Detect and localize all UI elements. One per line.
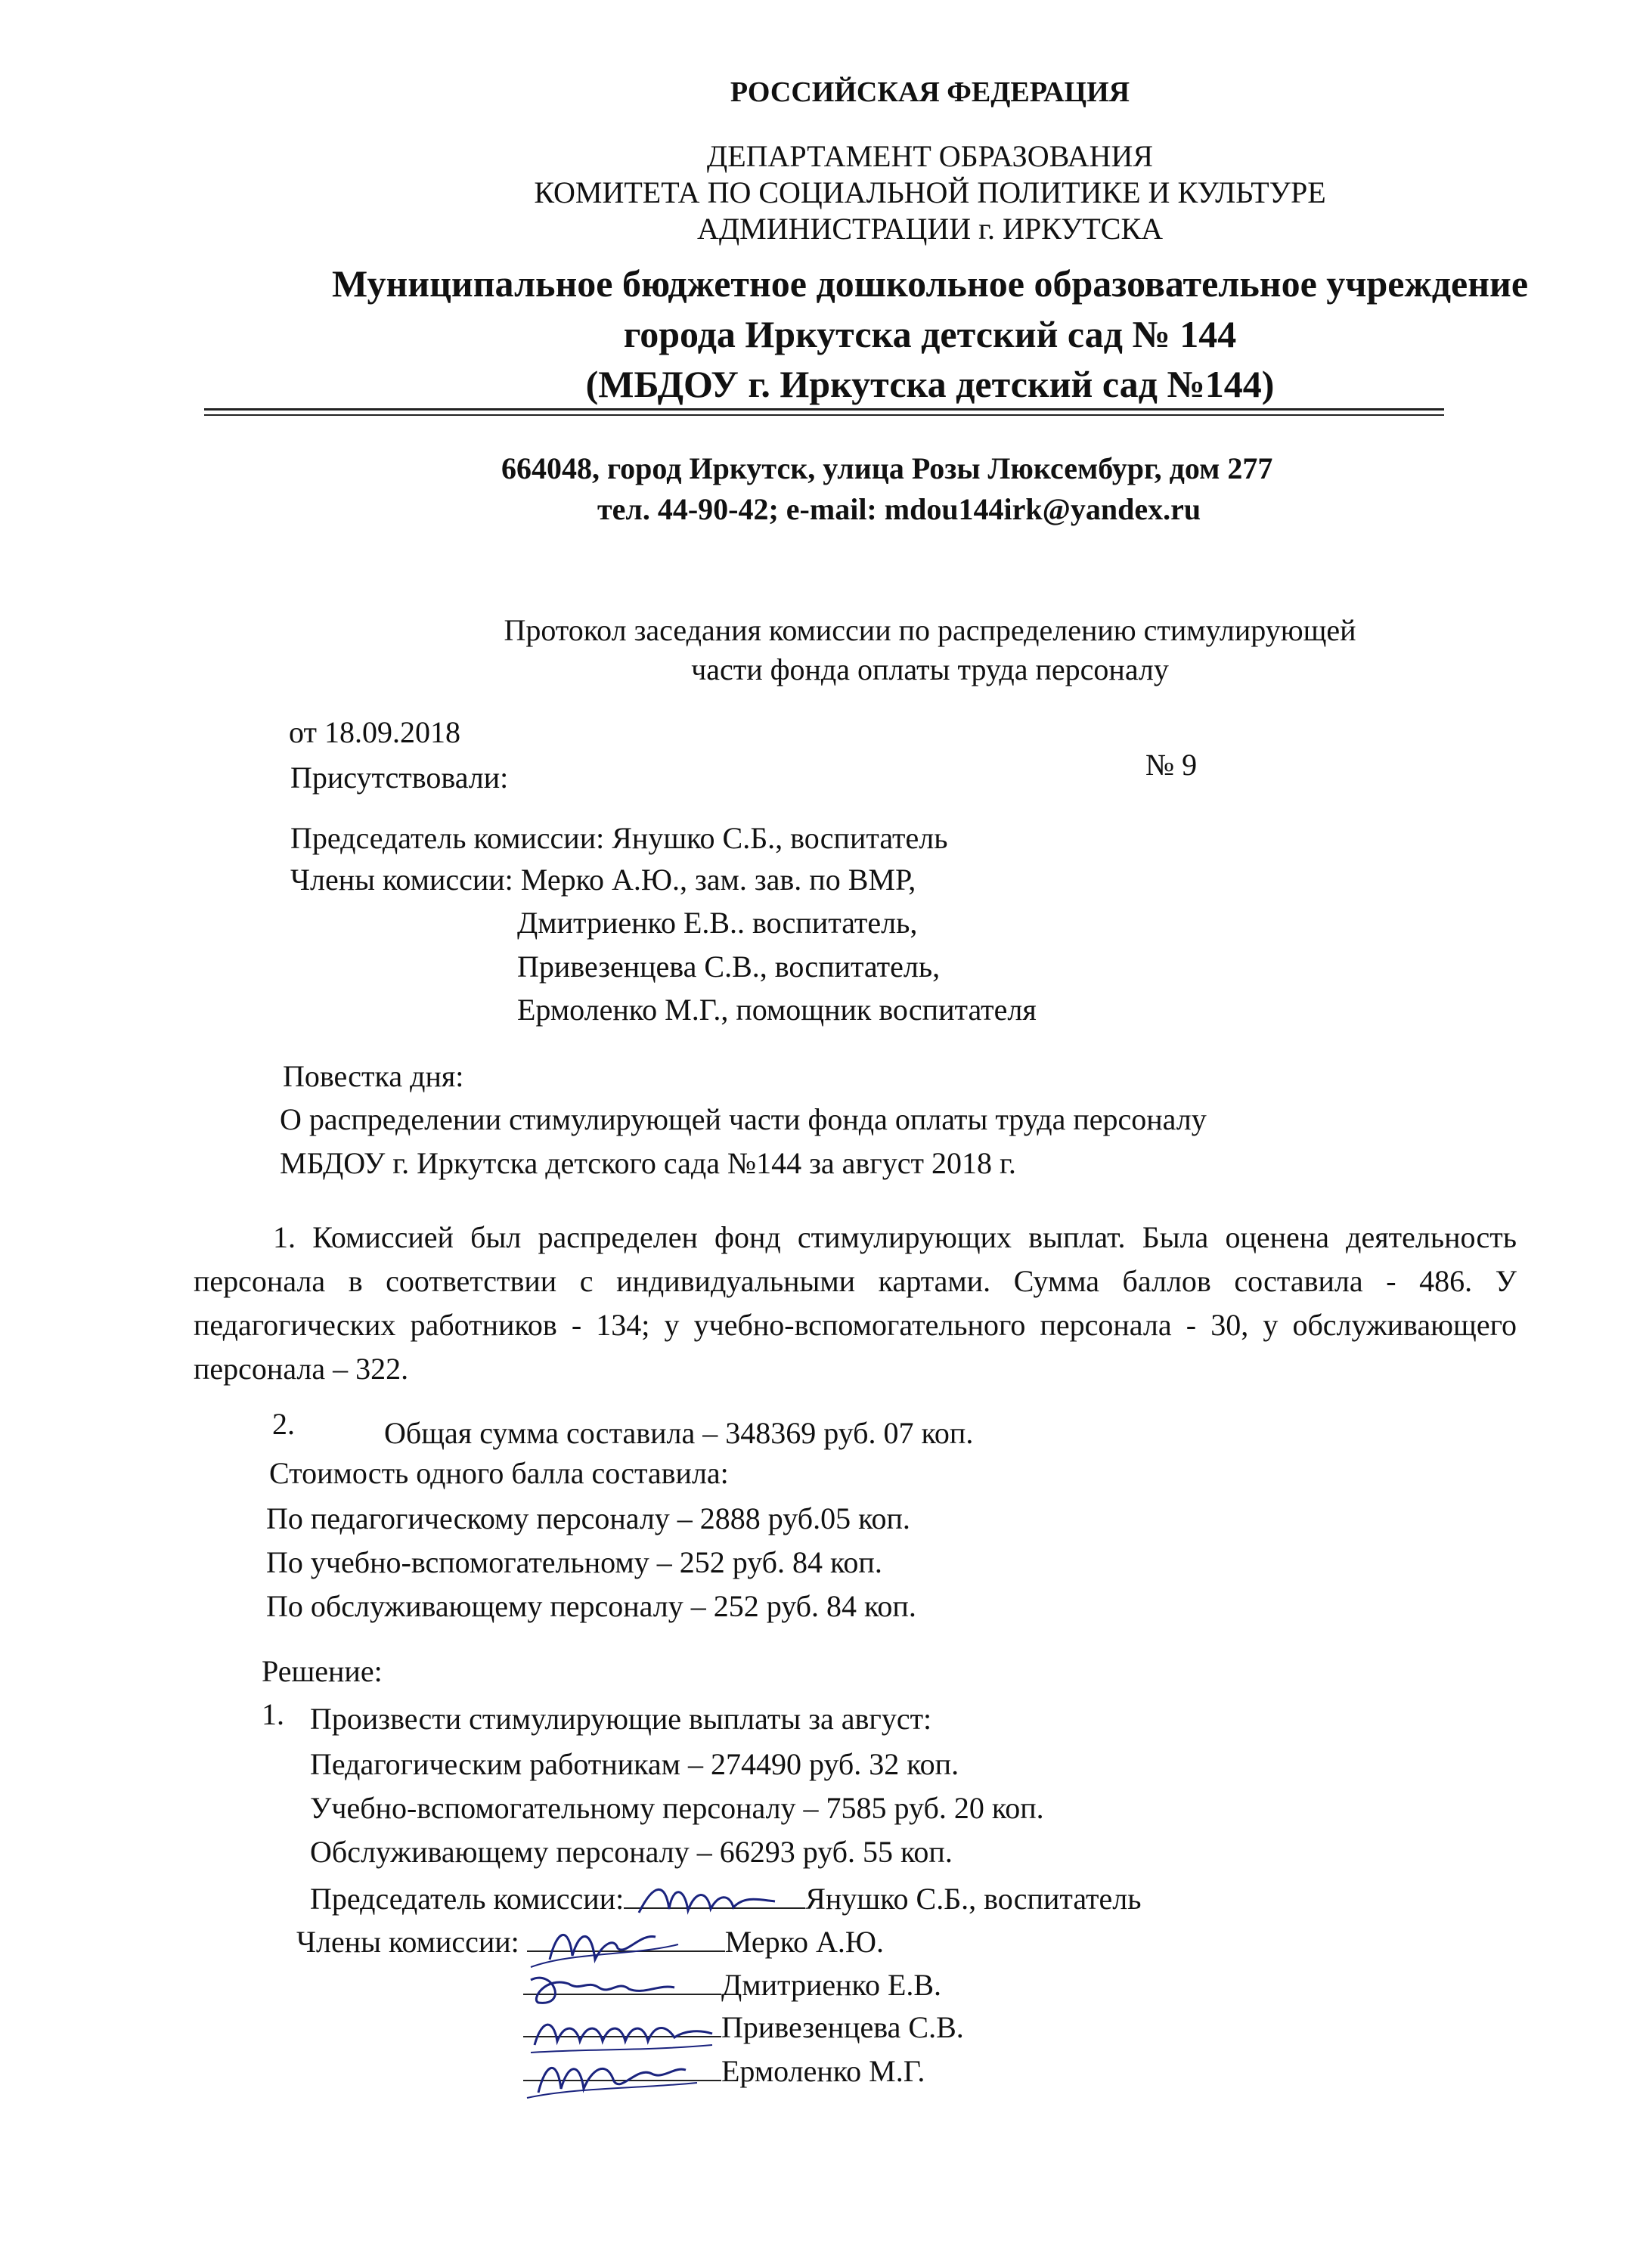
- chairman-signature: [624, 1879, 805, 1924]
- members-line-4: Ермоленко М.Г., помощник воспитателя: [517, 993, 1037, 1027]
- org-name-line-1: Муниципальное бюджетное дошкольное образовательное учреждение: [331, 262, 1529, 305]
- members-line-2: Дмитриенко Е.В.. воспитатель,: [517, 906, 918, 940]
- protocol-number: № 9: [1145, 748, 1198, 782]
- member-signature-row-4: [523, 2053, 925, 2090]
- chairman-signature-label: Председатель комиссии:: [310, 1882, 625, 1916]
- member-name-4: Ермоленко М.Г.: [721, 2054, 925, 2088]
- decision-number: 1.: [262, 1697, 284, 1731]
- decision-heading: Произвести стимулирующие выплаты за август:: [310, 1702, 932, 1736]
- payment-pedagogical: Педагогическим работникам – 274490 руб. 32 коп.: [310, 1747, 959, 1781]
- agenda-line-1: О распределении стимулирующей части фонда оплаты труда персоналу: [280, 1102, 1207, 1136]
- member-name-2: Дмитриенко Е.В.: [721, 1968, 942, 2002]
- item-1-paragraph: 1. Комиссией был распределен фонд стимулирующих выплат. Была оценена деятельность персонала в соответствии с индивидуальными картами. Сумма баллов составила - 486. У педагогических работников - 134; у учебно-вспомогательного персонала - 30, у обслуживающего персонала – 322.: [194, 1220, 1517, 1386]
- point-cost-label: Стоимость одного балла составила:: [269, 1456, 729, 1490]
- payment-support: Учебно-вспомогательному персоналу – 7585 руб. 20 коп.: [310, 1791, 1044, 1825]
- agenda-label: Повестка дня:: [283, 1059, 464, 1093]
- point-cost-pedagogical: По педагогическому персоналу – 2888 руб.05 коп.: [266, 1501, 910, 1535]
- member-signature-line-1: [527, 1950, 725, 1952]
- protocol-title-line-1: Протокол заседания комиссии по распределению стимулирующей: [504, 613, 1356, 647]
- org-name-line-2: города Иркутска детский сад № 144: [623, 313, 1237, 355]
- org-name-line-3: (МБДОУ г. Иркутска детский сад №144): [585, 363, 1275, 405]
- payment-service: Обслуживающему персоналу – 66293 руб. 55 коп.: [310, 1835, 953, 1869]
- header-divider-top: [204, 408, 1444, 411]
- org-address: 664048, город Иркутск, улица Розы Люксембург, дом 277: [501, 451, 1273, 485]
- chairman-signature-row: [310, 1881, 1141, 1917]
- members-line-3: Привезенцева С.В., воспитатель,: [517, 950, 941, 984]
- point-cost-service: По обслуживающему персоналу – 252 руб. 84 коп.: [266, 1589, 916, 1623]
- member-signature-line-2: [523, 1994, 721, 1995]
- member-signature-row-1: [296, 1924, 884, 1960]
- dept-line-2: КОМИТЕТА ПО СОЦИАЛЬНОЙ ПОЛИТИКЕ И КУЛЬТУРЕ: [534, 175, 1326, 209]
- dept-line-3: АДМИНИСТРАЦИИ г. ИРКУТСКА: [696, 212, 1164, 246]
- point-cost-support: По учебно-вспомогательному – 252 руб. 84 коп.: [266, 1545, 882, 1579]
- chairman-signature-name: Янушко С.Б., воспитатель: [805, 1882, 1142, 1916]
- org-contacts: тел. 44-90-42; e-mail: mdou144irk@yandex.ru: [597, 492, 1201, 526]
- member-name-1: Мерко А.Ю.: [724, 1925, 884, 1959]
- members-line-1: Члены комиссии: Мерко А.Ю., зам. зав. по ВМР,: [290, 863, 916, 897]
- present-label: Присутствовали:: [290, 761, 509, 795]
- header-divider-bottom: [204, 414, 1444, 416]
- chairman-line: Председатель комиссии: Янушко С.Б., воспитатель: [290, 821, 948, 855]
- member-signature-line-3: [523, 2036, 721, 2037]
- chairman-signature-line: [624, 1907, 805, 1909]
- item-2-total: Общая сумма составила – 348369 руб. 07 коп.: [384, 1416, 974, 1450]
- member-signature-line-4: [523, 2080, 721, 2081]
- dept-line-1: ДЕПАРТАМЕНТ ОБРАЗОВАНИЯ: [706, 139, 1154, 173]
- members-signature-label: Члены комиссии:: [296, 1925, 519, 1959]
- item-2-number: 2.: [272, 1407, 295, 1441]
- member-signature-row-3: [523, 2009, 964, 2046]
- member-signature-row-2: [523, 1967, 941, 2003]
- decision-label: Решение:: [262, 1654, 383, 1688]
- member-signature-4: [523, 2051, 721, 2104]
- agenda-line-2: МБДОУ г. Иркутска детского сада №144 за август 2018 г.: [280, 1146, 1016, 1180]
- protocol-title-line-2: части фонда оплаты труда персоналу: [691, 652, 1169, 686]
- member-name-3: Привезенцева С.В.: [721, 2010, 964, 2044]
- protocol-date: от 18.09.2018: [289, 715, 460, 749]
- country-heading: РОССИЙСКАЯ ФЕДЕРАЦИЯ: [730, 76, 1130, 108]
